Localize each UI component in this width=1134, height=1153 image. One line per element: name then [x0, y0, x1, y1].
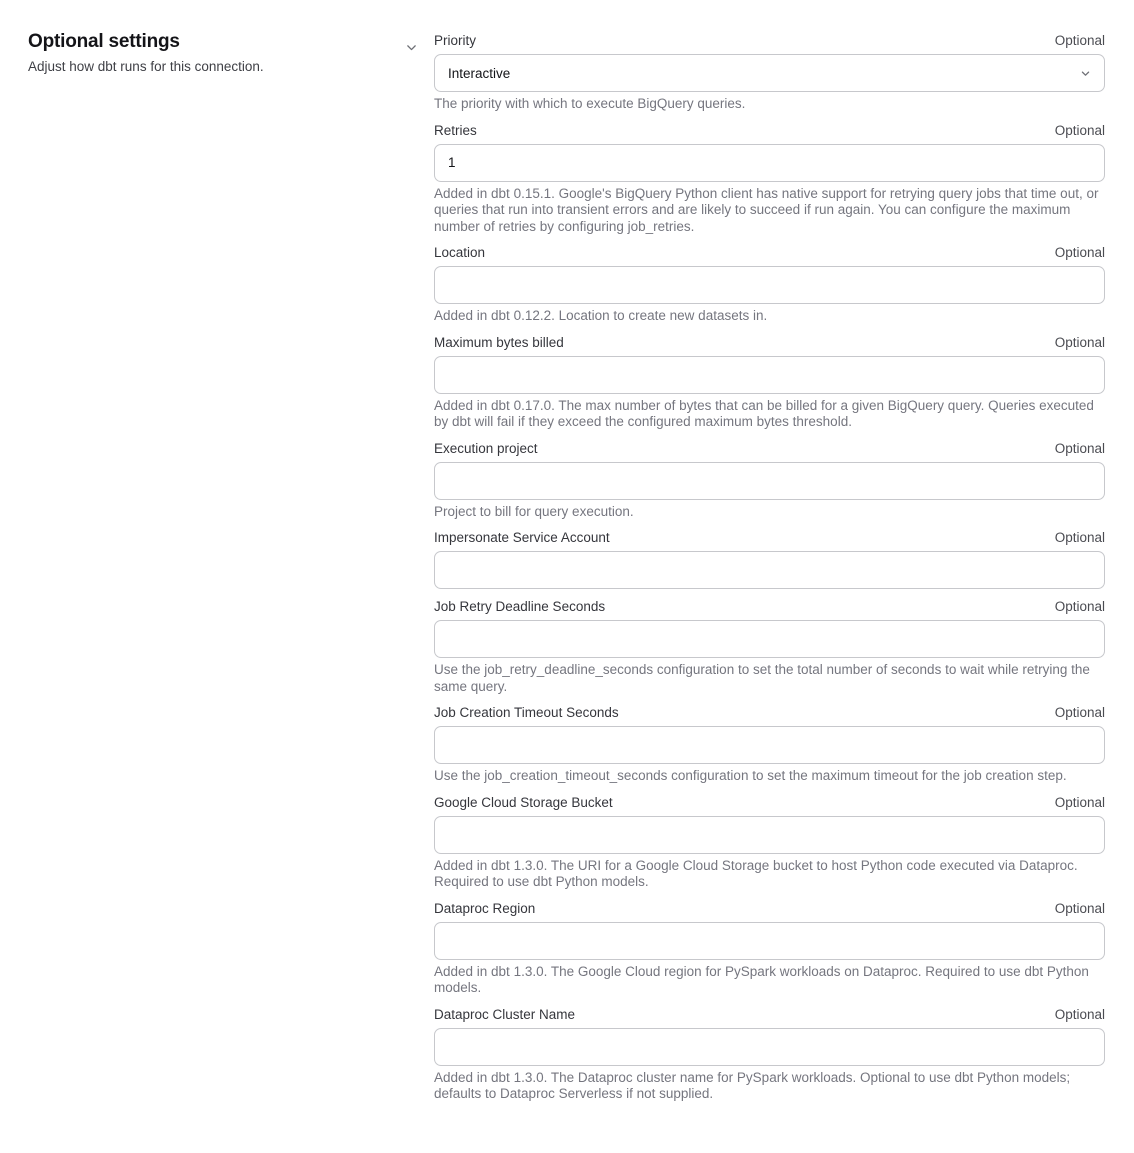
chevron-down-icon — [405, 41, 418, 54]
execution-project-input[interactable] — [434, 462, 1105, 500]
execution-project-optional-badge: Optional — [1054, 440, 1105, 456]
retries-label: Retries — [434, 122, 477, 138]
google-cloud-storage-bucket-help-text: Added in dbt 1.3.0. The URI for a Google Cloud Storage bucket to host Python code executed via Dataproc. Required to use dbt Python models. — [434, 857, 1078, 889]
priority-select-value: Interactive — [448, 65, 511, 81]
execution-project-help-text: Project to bill for query execution. — [434, 503, 634, 519]
maximum-bytes-billed-field — [434, 335, 1105, 431]
location-help-text: Added in dbt 0.12.2. Location to create new datasets in. — [434, 308, 768, 323]
maximum-bytes-billed-label: Maximum bytes billed — [434, 334, 564, 350]
priority-select[interactable] — [434, 54, 1105, 92]
google-cloud-storage-bucket-label: Google Cloud Storage Bucket — [434, 794, 613, 810]
priority-label: Priority — [434, 33, 477, 48]
job-retry-deadline-seconds-help-text: Use the job_retry_deadline_seconds configuration to set the total number of seconds to wait while retrying the same query. — [434, 662, 1090, 694]
priority-optional-badge: Optional — [1054, 33, 1105, 48]
job-creation-timeout-seconds-optional-badge: Optional — [1054, 705, 1105, 720]
dataproc-cluster-name-label: Dataproc Cluster Name — [434, 1006, 576, 1022]
section-info-panel — [28, 30, 418, 1113]
job-creation-timeout-seconds-help-text: Use the job_creation_timeout_seconds configuration to set the maximum timeout for the job creation step. — [434, 768, 1067, 783]
dataproc-region-help-text: Added in dbt 1.3.0. The Google Cloud region for PySpark workloads on Dataproc. Required to use dbt Python models. — [434, 963, 1089, 995]
job-creation-timeout-seconds-field — [434, 705, 1105, 785]
retries-help-text: Added in dbt 0.15.1. Google's BigQuery Python client has native support for retrying query jobs that time out, or queries that run into transient errors and are likely to succeed if run again. You can configure the maximum number of retries by configuring job_retries. — [434, 185, 1099, 234]
impersonate-service-account-label: Impersonate Service Account — [434, 530, 610, 545]
chevron-down-icon — [1080, 68, 1091, 79]
priority-field — [434, 33, 1105, 113]
dataproc-cluster-name-input[interactable] — [434, 1028, 1105, 1066]
dataproc-region-optional-badge: Optional — [1054, 900, 1105, 916]
job-retry-deadline-seconds-label: Job Retry Deadline Seconds — [434, 599, 606, 614]
location-optional-badge: Optional — [1054, 245, 1105, 260]
google-cloud-storage-bucket-input[interactable] — [434, 816, 1105, 854]
dataproc-region-field — [434, 901, 1105, 997]
section-subtitle: Adjust how dbt runs for this connection. — [28, 59, 264, 74]
retries-optional-badge: Optional — [1054, 122, 1105, 138]
maximum-bytes-billed-input[interactable] — [434, 356, 1105, 394]
impersonate-service-account-field — [434, 530, 1105, 589]
job-creation-timeout-seconds-input[interactable] — [434, 726, 1105, 764]
retries-field — [434, 123, 1105, 236]
job-retry-deadline-seconds-input[interactable] — [434, 620, 1105, 658]
dataproc-region-input[interactable] — [434, 922, 1105, 960]
job-retry-deadline-seconds-field — [434, 599, 1105, 695]
section-title: Optional settings — [28, 31, 180, 52]
job-creation-timeout-seconds-label: Job Creation Timeout Seconds — [434, 705, 619, 720]
execution-project-field — [434, 441, 1105, 521]
priority-help-text: The priority with which to execute BigQuery queries. — [434, 96, 746, 111]
execution-project-label: Execution project — [434, 440, 538, 456]
job-retry-deadline-seconds-optional-badge: Optional — [1054, 599, 1105, 614]
maximum-bytes-billed-help-text: Added in dbt 0.17.0. The max number of bytes that can be billed for a given BigQuery query. Queries executed by dbt will fail if they exceed the configured maximum bytes threshold. — [434, 397, 1094, 429]
location-label: Location — [434, 245, 486, 260]
dataproc-cluster-name-field — [434, 1007, 1105, 1103]
collapse-section-button[interactable] — [405, 41, 418, 54]
section-heading-block — [28, 30, 264, 75]
google-cloud-storage-bucket-optional-badge: Optional — [1054, 794, 1105, 810]
impersonate-service-account-optional-badge: Optional — [1054, 530, 1105, 545]
retries-input[interactable] — [434, 144, 1105, 182]
impersonate-service-account-input[interactable] — [434, 551, 1105, 589]
location-field — [434, 245, 1105, 325]
dataproc-cluster-name-help-text: Added in dbt 1.3.0. The Dataproc cluster name for PySpark workloads. Optional to use dbt Python models; defaults to Dataproc Serverless if not supplied. — [434, 1069, 1071, 1101]
location-input[interactable] — [434, 266, 1105, 304]
dataproc-region-label: Dataproc Region — [434, 900, 536, 916]
maximum-bytes-billed-optional-badge: Optional — [1054, 334, 1105, 350]
optional-settings-form — [434, 30, 1105, 1113]
dataproc-cluster-name-optional-badge: Optional — [1054, 1006, 1105, 1022]
google-cloud-storage-bucket-field — [434, 795, 1105, 891]
